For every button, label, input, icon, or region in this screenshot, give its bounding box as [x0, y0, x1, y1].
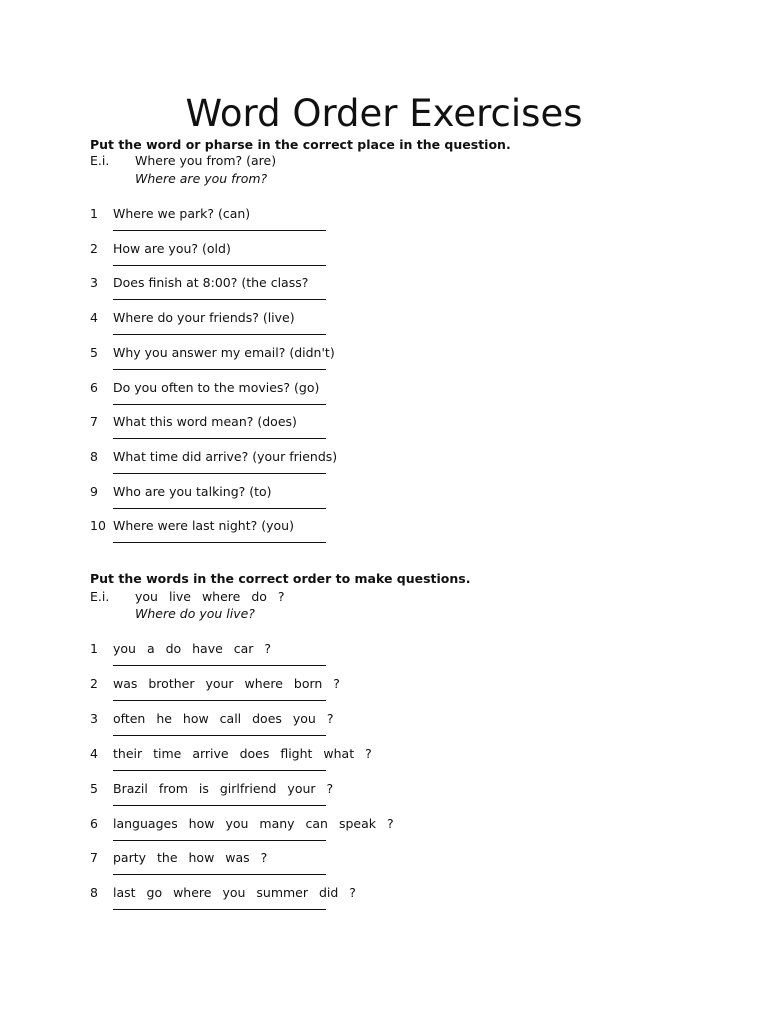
item-number: 3: [90, 710, 98, 726]
item-number: 7: [90, 414, 98, 430]
item-number: 4: [90, 310, 98, 326]
section2-example-answer: Where do you live?: [135, 606, 255, 621]
section1-example-answer: Where are you from?: [135, 171, 268, 186]
answer-line[interactable]: [113, 840, 326, 841]
item-number: 2: [90, 675, 98, 691]
item-number: 10: [90, 518, 106, 534]
item-question: you a do have car ?: [113, 641, 272, 656]
answer-line[interactable]: [113, 369, 326, 370]
item-question: languages how you many can speak ?: [113, 815, 394, 831]
answer-line[interactable]: [113, 265, 326, 266]
item-number: 1: [90, 206, 98, 221]
section1-example-label: E.i.: [90, 153, 110, 168]
item-number: 1: [90, 641, 98, 656]
item-number: 8: [90, 448, 98, 464]
item-question: Does finish at 8:00? (the class?: [113, 275, 309, 291]
item-question: their time arrive does flight what ?: [113, 745, 372, 761]
item-number: 9: [90, 483, 98, 499]
section1-instruction: Put the word or pharse in the correct place in the question.: [90, 137, 511, 152]
item-number: 2: [90, 240, 98, 256]
item-number: 4: [90, 745, 98, 761]
answer-line[interactable]: [113, 230, 326, 231]
item-number: 6: [90, 379, 98, 395]
answer-line[interactable]: [113, 735, 326, 736]
answer-line[interactable]: [113, 473, 326, 474]
item-question: What time did arrive? (your friends): [113, 448, 338, 464]
answer-line[interactable]: [113, 805, 326, 806]
section2-instruction: Put the words in the correct order to make questions.: [90, 571, 471, 586]
item-number: 6: [90, 815, 98, 831]
item-number: 5: [90, 780, 98, 796]
section2-example-label: E.i.: [90, 589, 110, 604]
item-question: How are you? (old): [113, 240, 231, 256]
item-question: Why you answer my email? (didn't): [113, 344, 335, 360]
item-question: Where we park? (can): [113, 206, 251, 221]
answer-line[interactable]: [113, 334, 326, 335]
item-number: 3: [90, 275, 98, 291]
answer-line[interactable]: [113, 508, 326, 509]
page-title: Word Order Exercises: [185, 92, 583, 135]
answer-line[interactable]: [113, 909, 326, 910]
section2-example-question: you live where do ?: [135, 589, 285, 604]
item-question: Who are you talking? (to): [113, 483, 272, 499]
item-question: Do you often to the movies? (go): [113, 379, 320, 395]
item-question: was brother your where born ?: [113, 675, 340, 691]
answer-line[interactable]: [113, 700, 326, 701]
item-question: Where were last night? (you): [113, 518, 294, 534]
answer-line[interactable]: [113, 770, 326, 771]
item-question: often he how call does you ?: [113, 710, 334, 726]
answer-line[interactable]: [113, 299, 326, 300]
item-question: Brazil from is girlfriend your ?: [113, 780, 334, 796]
answer-line[interactable]: [113, 404, 326, 405]
item-question: What this word mean? (does): [113, 414, 297, 430]
answer-line[interactable]: [113, 874, 326, 875]
answer-line[interactable]: [113, 438, 326, 439]
item-number: 5: [90, 344, 98, 360]
answer-line[interactable]: [113, 542, 326, 543]
answer-line[interactable]: [113, 665, 326, 666]
item-question: Where do your friends? (live): [113, 310, 295, 326]
item-number: 7: [90, 850, 98, 866]
item-number: 8: [90, 885, 98, 901]
section1-example-question: Where you from? (are): [135, 153, 277, 168]
item-question: last go where you summer did ?: [113, 885, 356, 901]
item-question: party the how was ?: [113, 850, 268, 866]
